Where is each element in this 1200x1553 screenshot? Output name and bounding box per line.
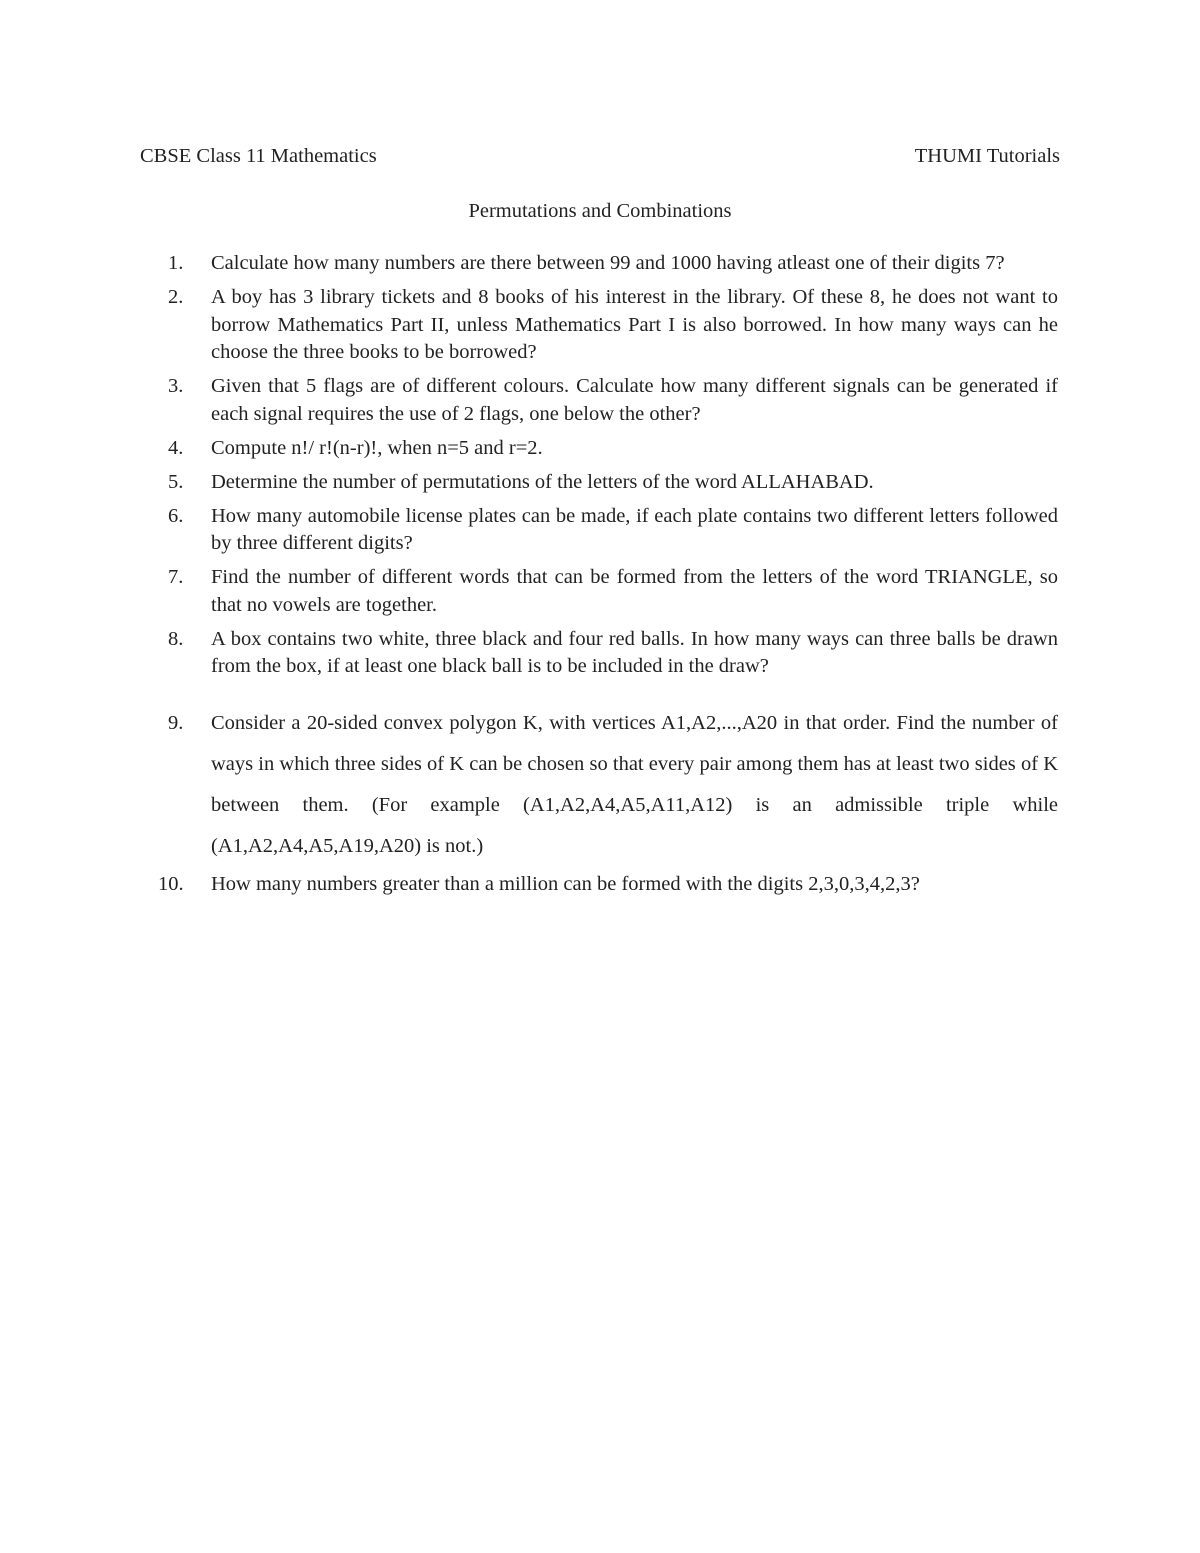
question-number: 8.	[168, 627, 184, 650]
header-publisher: THUMI Tutorials	[914, 145, 1060, 167]
question-item	[168, 250, 1058, 278]
page-header	[140, 142, 1060, 170]
document-title: Permutations and Combinations	[468, 200, 732, 222]
header-course: CBSE Class 11 Mathematics	[140, 145, 377, 167]
question-text: Compute n!/ r!(n-r)!, when n=5 and r=2.	[211, 436, 543, 459]
question-text: Calculate how many numbers are there between 99 and 1000 having atleast one of their digits 7?	[211, 252, 1005, 274]
question-text: Consider a 20-sided convex polygon K, with vertices A1,A2,...,A20 in that order. Find the number of ways in which three sides of K can be chosen so that every pair among them has at least two sides of K between them. (For example (A1,A2,A4,A5,A11,A12) is an admissible triple while (A1,A2,A4,A5,A19,A20) is not.)	[211, 711, 1058, 857]
question-item	[168, 469, 1058, 497]
question-number: 7.	[168, 566, 184, 588]
question-text: A box contains two white, three black and four red balls. In how many ways can three balls be drawn from the box, if at least one black ball is to be included in the draw?	[211, 627, 1058, 677]
question-item	[168, 626, 1058, 681]
question-text: Given that 5 flags are of different colours. Calculate how many different signals can be generated if each signal requires the use of 2 flags, one below the other?	[211, 375, 1058, 425]
question-item	[168, 373, 1058, 428]
question-number: 5.	[168, 470, 184, 493]
question-number: 10.	[158, 872, 184, 895]
question-number: 1.	[168, 252, 184, 274]
question-text: Find the number of different words that can be formed from the letters of the word TRIANGLE, so that no vowels are together.	[211, 566, 1058, 616]
question-text: How many numbers greater than a million can be formed with the digits 2,3,0,3,4,2,3?	[211, 872, 920, 895]
question-item	[168, 564, 1058, 619]
question-text: A boy has 3 library tickets and 8 books of his interest in the library. Of these 8, he does not want to borrow Mathematics Part II, unless Mathematics Part I is also borrowed. In how many ways can he choose the three books to be borrowed?	[211, 286, 1058, 363]
question-number: 3.	[168, 375, 184, 397]
question-list	[158, 250, 1058, 905]
question-number: 6.	[168, 504, 184, 527]
question-item	[158, 871, 1048, 899]
question-item	[168, 284, 1058, 367]
question-number: 4.	[168, 436, 184, 459]
question-item	[168, 703, 1058, 867]
question-number: 9.	[168, 711, 184, 734]
question-item	[168, 435, 1058, 463]
question-text: How many automobile license plates can be made, if each plate contains two different letters followed by three different digits?	[211, 504, 1058, 554]
question-number: 2.	[168, 286, 184, 308]
question-item	[168, 503, 1058, 558]
question-text: Determine the number of permutations of the letters of the word ALLAHABAD.	[211, 470, 874, 493]
